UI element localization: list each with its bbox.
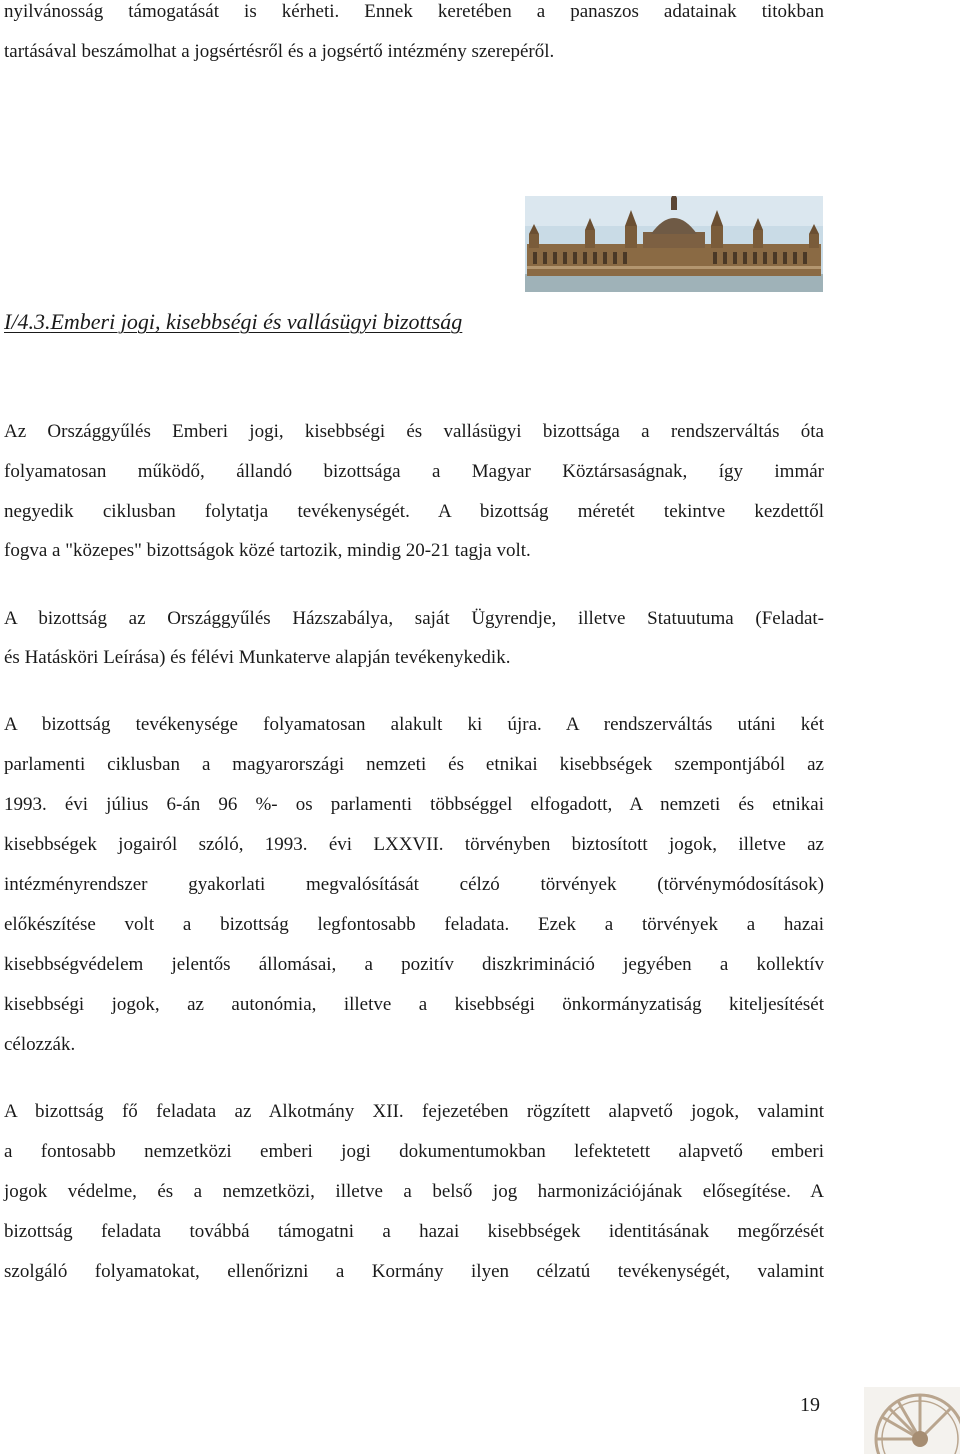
paragraph-1-line-4: fogva a "közepes" bizottságok közé tartozik, mindig 20-21 tagja volt. — [4, 540, 531, 561]
section-heading — [4, 308, 462, 336]
paragraph-3-line-8: kisebbségi jogok, az autonómia, illetve a kisebbségi önkormányzatiság kiteljesítését — [4, 994, 824, 1015]
paragraph-4-line-3: jogok védelme, és a nemzetközi, illetve a belső jog harmonizációjának elősegítése. A — [4, 1181, 824, 1202]
paragraph-4-line-1: A bizottság fő feladata az Alkotmány XII. fejezetében rögzített alapvető jogok, valamint — [4, 1101, 824, 1122]
paragraph-1-line-1: Az Országgyűlés Emberi jogi, kisebbségi és vallásügyi bizottsága a rendszerváltás óta — [4, 421, 824, 442]
parliament-building-photo — [525, 196, 823, 292]
paragraph-3-line-6: előkészítése volt a bizottság legfontosabb feladata. Ezek a törvények a hazai — [4, 914, 824, 935]
paragraph-2-line-2: és Hatásköri Leírása) és félévi Munkaterve alapján tevékenykedik. — [4, 647, 511, 668]
paragraph-3-line-3: 1993. évi július 6-án 96 %- os parlamenti többséggel elfogadott, A nemzeti és etnikai — [4, 794, 824, 815]
paragraph-4-line-4: bizottság feladata továbbá támogatni a hazai kisebbségek identitásának megőrzését — [4, 1221, 824, 1242]
paragraph-3-line-7: kisebbségvédelem jelentős állomásai, a pozitív diszkrimináció jegyében a kollektív — [4, 954, 824, 975]
paragraph-3-line-2: parlamenti ciklusban a magyarországi nemzeti és etnikai kisebbségek szempontjából az — [4, 754, 824, 775]
paragraph-3-line-5: intézményrendszer gyakorlati megvalósítását célzó törvények (törvénymódosítások) — [4, 874, 824, 895]
paragraph-4-line-2: a fontosabb nemzetközi emberi jogi dokumentumokban lefektetett alapvető emberi — [4, 1141, 824, 1162]
intro-line-1: nyilvánosság támogatását is kérheti. Ennek keretében a panaszos adatainak titokban — [4, 1, 824, 22]
intro-line-2: tartásával beszámolhat a jogsértésről és a jogsértő intézmény szerepéről. — [4, 41, 555, 62]
paragraph-1-line-2: folyamatosan működő, állandó bizottsága a Magyar Köztársaságnak, így immár — [4, 461, 824, 482]
paragraph-1-line-3: negyedik ciklusban folytatja tevékenységét. A bizottság méretét tekintve kezdettől — [4, 501, 824, 522]
paragraph-3-line-1: A bizottság tevékenysége folyamatosan alakult ki újra. A rendszerváltás utáni két — [4, 714, 824, 735]
page-number: 19 — [800, 1394, 820, 1416]
section-title: Emberi jogi, kisebbségi és vallásügyi bizottság — [50, 309, 463, 334]
paragraph-3-line-9: célozzák. — [4, 1034, 76, 1055]
wagon-wheel-icon — [864, 1387, 960, 1454]
paragraph-2-line-1: A bizottság az Országgyűlés Házszabálya, saját Ügyrendje, illetve Statuutuma (Feladat- — [4, 608, 824, 629]
paragraph-3-line-4: kisebbségek jogairól szóló, 1993. évi LXXVII. törvényben biztosított jogok, illetve az — [4, 834, 824, 855]
section-number: I/4.3. — [4, 309, 51, 334]
paragraph-4-line-5: szolgáló folyamatokat, ellenőrizni a Kormány ilyen célzatú tevékenységét, valamint — [4, 1261, 824, 1282]
